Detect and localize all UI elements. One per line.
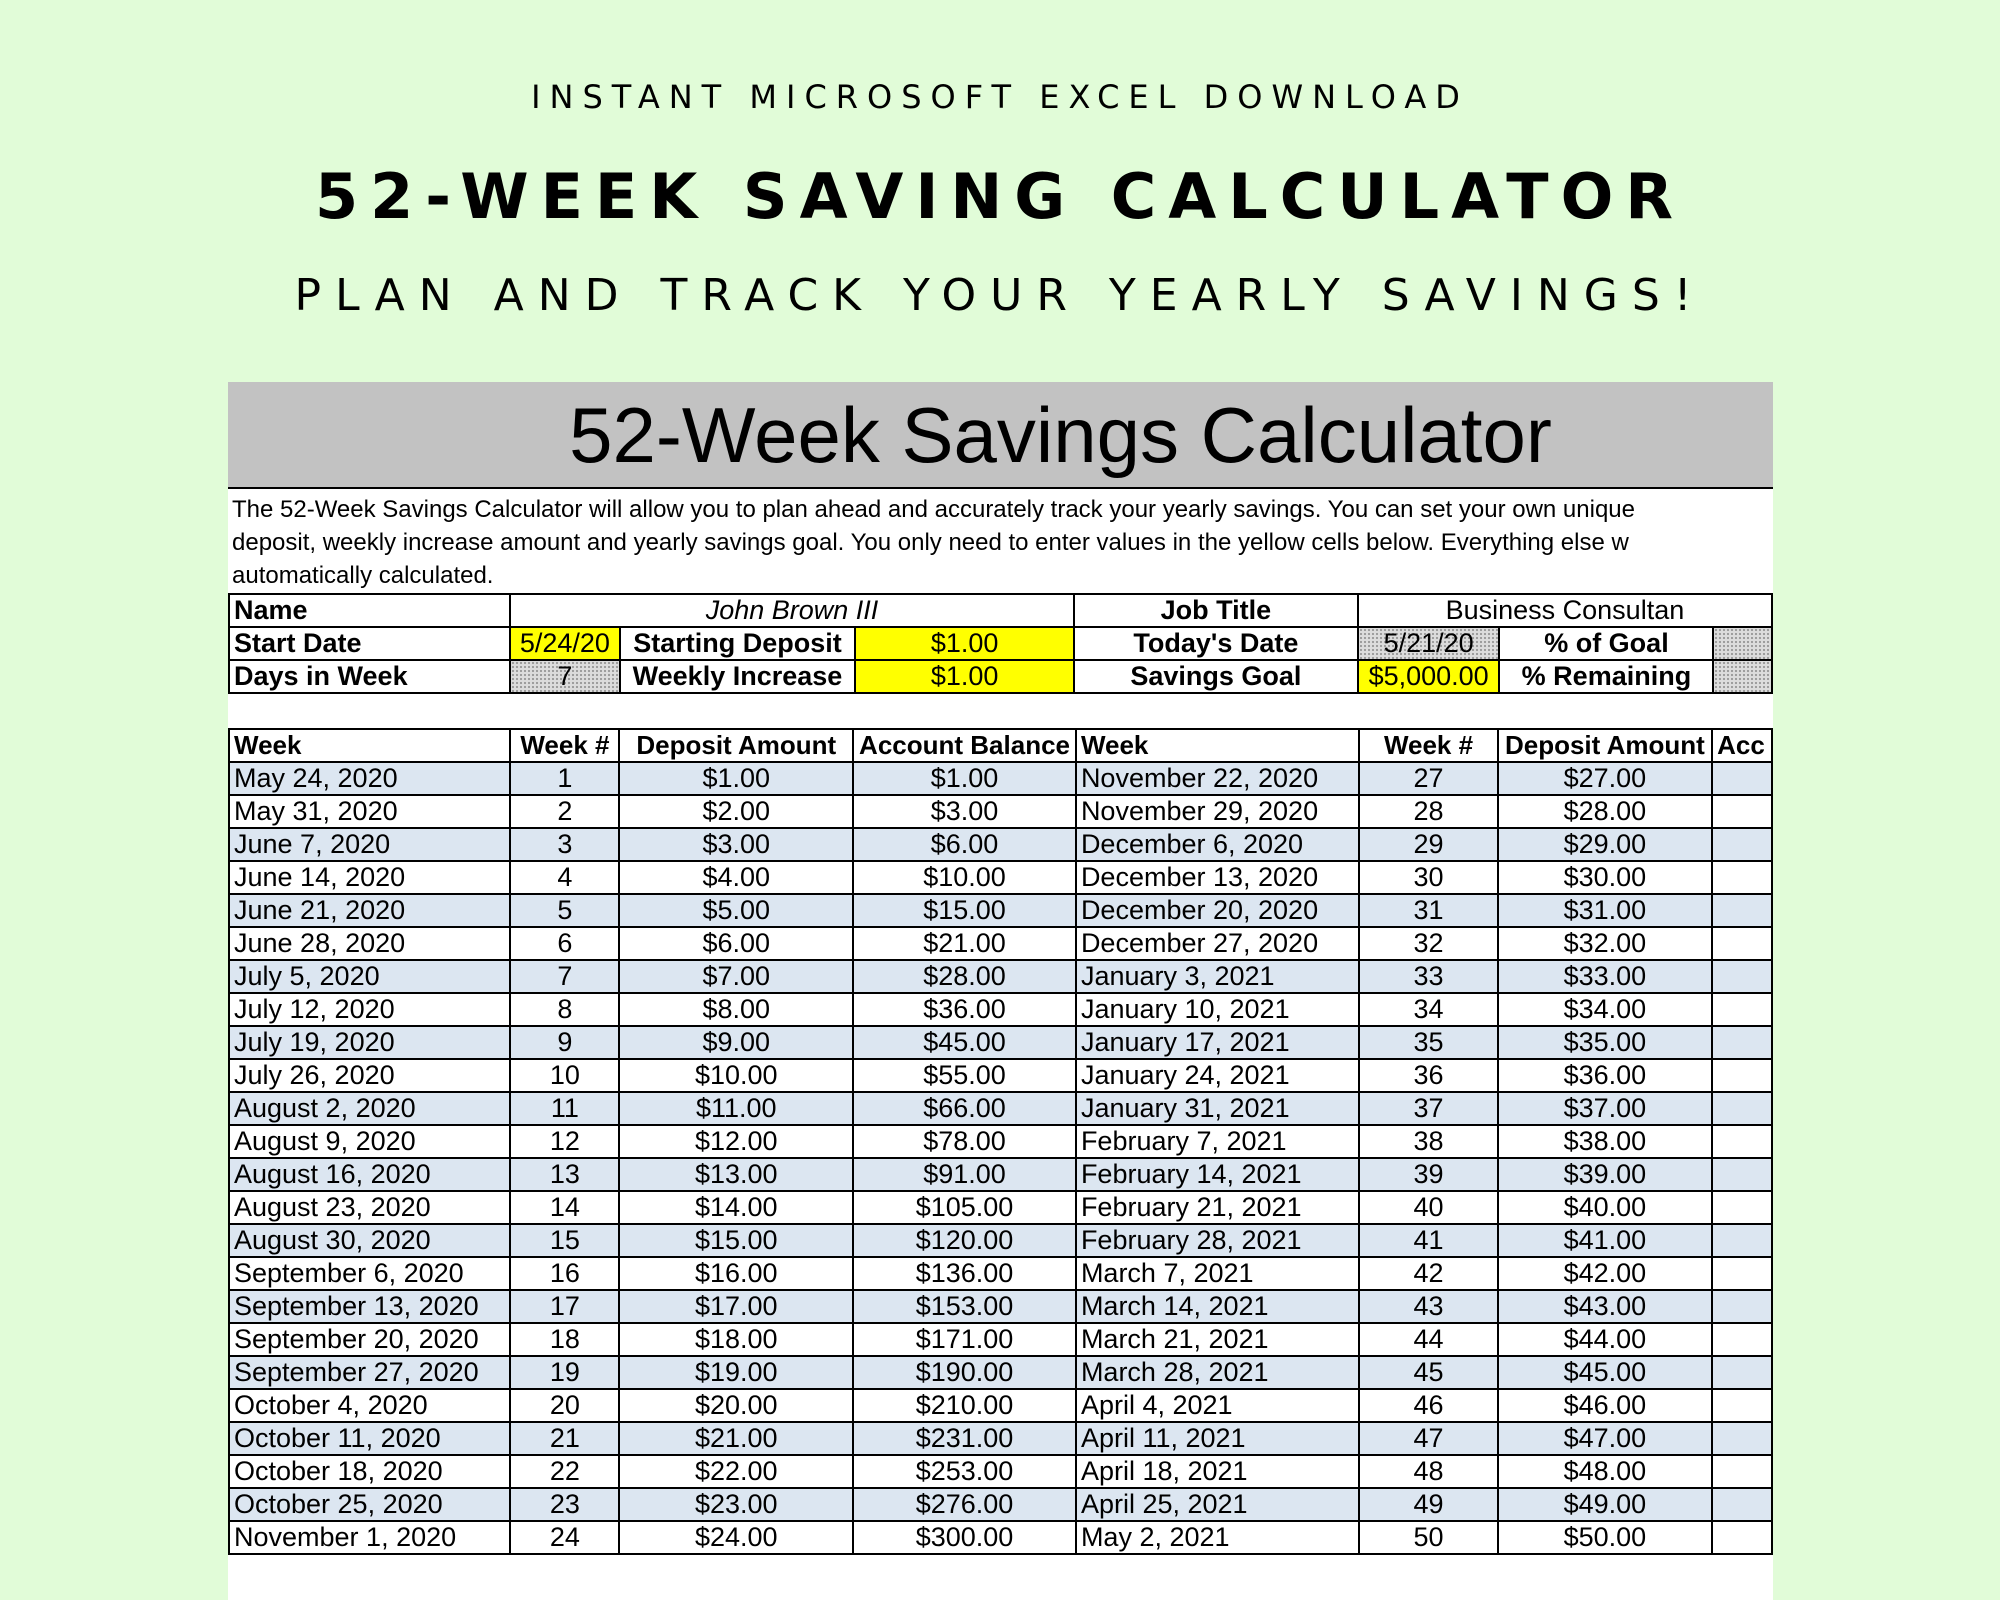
table-cell: June 28, 2020 — [229, 927, 510, 960]
table-cell: $78.00 — [853, 1125, 1076, 1158]
table-cell: April 11, 2021 — [1076, 1422, 1359, 1455]
table-cell: $50.00 — [1498, 1521, 1713, 1554]
table-cell: 20 — [510, 1389, 619, 1422]
table-cell — [1712, 1092, 1772, 1125]
table-cell: $40.00 — [1498, 1191, 1713, 1224]
table-cell: $2.00 — [619, 795, 853, 828]
table-cell — [1712, 762, 1772, 795]
table-cell: $28.00 — [1498, 795, 1713, 828]
table-cell — [1712, 1125, 1772, 1158]
weeks-table — [228, 728, 1773, 1555]
table-cell: $18.00 — [619, 1323, 853, 1356]
table-cell: 49 — [1359, 1488, 1497, 1521]
table-cell — [1712, 1224, 1772, 1257]
table-cell: April 4, 2021 — [1076, 1389, 1359, 1422]
table-cell: February 28, 2021 — [1076, 1224, 1359, 1257]
table-cell: $55.00 — [853, 1059, 1076, 1092]
table-cell: $3.00 — [853, 795, 1076, 828]
table-row — [229, 1092, 1772, 1125]
spreadsheet-preview — [228, 382, 1773, 1600]
table-row — [229, 1059, 1772, 1092]
table-cell: 9 — [510, 1026, 619, 1059]
table-cell: 46 — [1359, 1389, 1497, 1422]
table-cell: $38.00 — [1498, 1125, 1713, 1158]
table-cell: 4 — [510, 861, 619, 894]
table-row — [229, 861, 1772, 894]
table-row — [229, 762, 1772, 795]
table-cell: $27.00 — [1498, 762, 1713, 795]
table-cell: June 21, 2020 — [229, 894, 510, 927]
table-row — [229, 1323, 1772, 1356]
table-row — [229, 894, 1772, 927]
table-cell: $17.00 — [619, 1290, 853, 1323]
table-cell: 47 — [1359, 1422, 1497, 1455]
table-row — [229, 1488, 1772, 1521]
table-cell: 12 — [510, 1125, 619, 1158]
table-cell: January 3, 2021 — [1076, 960, 1359, 993]
table-cell — [1712, 1026, 1772, 1059]
table-cell: 32 — [1359, 927, 1497, 960]
table-cell: $6.00 — [853, 828, 1076, 861]
table-cell: $49.00 — [1498, 1488, 1713, 1521]
table-row — [229, 795, 1772, 828]
start-date-value[interactable]: 5/24/20 — [510, 627, 620, 660]
table-cell — [1712, 927, 1772, 960]
table-cell: February 7, 2021 — [1076, 1125, 1359, 1158]
todays-date-label: Today's Date — [1074, 627, 1358, 660]
column-header: Deposit Amount — [1498, 729, 1713, 762]
table-cell: May 31, 2020 — [229, 795, 510, 828]
table-cell: $171.00 — [853, 1323, 1076, 1356]
table-cell — [1712, 1257, 1772, 1290]
table-cell — [1712, 993, 1772, 1026]
table-cell: 35 — [1359, 1026, 1497, 1059]
table-cell: 42 — [1359, 1257, 1497, 1290]
table-cell: 11 — [510, 1092, 619, 1125]
table-cell: 44 — [1359, 1323, 1497, 1356]
table-cell: $31.00 — [1498, 894, 1713, 927]
table-cell: $300.00 — [853, 1521, 1076, 1554]
table-cell: August 9, 2020 — [229, 1125, 510, 1158]
table-cell: $5.00 — [619, 894, 853, 927]
table-row — [229, 960, 1772, 993]
table-cell: 18 — [510, 1323, 619, 1356]
table-cell: August 16, 2020 — [229, 1158, 510, 1191]
table-cell: $37.00 — [1498, 1092, 1713, 1125]
table-cell: July 19, 2020 — [229, 1026, 510, 1059]
table-cell: $39.00 — [1498, 1158, 1713, 1191]
table-row — [229, 1158, 1772, 1191]
table-cell: $105.00 — [853, 1191, 1076, 1224]
table-row — [229, 927, 1772, 960]
table-cell — [1712, 1323, 1772, 1356]
table-cell — [1712, 1191, 1772, 1224]
table-cell: $30.00 — [1498, 861, 1713, 894]
table-cell: January 10, 2021 — [1076, 993, 1359, 1026]
table-cell: $7.00 — [619, 960, 853, 993]
table-cell: 45 — [1359, 1356, 1497, 1389]
table-cell: December 13, 2020 — [1076, 861, 1359, 894]
table-cell — [1712, 894, 1772, 927]
table-cell: 30 — [1359, 861, 1497, 894]
table-row — [229, 993, 1772, 1026]
table-row — [229, 1521, 1772, 1554]
table-row — [229, 1455, 1772, 1488]
column-header: Week # — [510, 729, 619, 762]
todays-date-value: 5/21/20 — [1358, 627, 1500, 660]
table-row — [229, 1191, 1772, 1224]
table-cell: November 29, 2020 — [1076, 795, 1359, 828]
table-cell: May 24, 2020 — [229, 762, 510, 795]
description-line: deposit, weekly increase amount and yearly savings goal. You only need to enter values in the yellow cells below. Everything else w — [232, 529, 1629, 556]
table-cell: $210.00 — [853, 1389, 1076, 1422]
table-row — [229, 1356, 1772, 1389]
column-header: Week — [229, 729, 510, 762]
table-cell: $46.00 — [1498, 1389, 1713, 1422]
table-cell: 19 — [510, 1356, 619, 1389]
table-cell: September 6, 2020 — [229, 1257, 510, 1290]
promo-kicker: INSTANT MICROSOFT EXCEL DOWNLOAD — [531, 78, 1469, 116]
table-cell: $15.00 — [853, 894, 1076, 927]
table-cell: September 20, 2020 — [229, 1323, 510, 1356]
table-cell: July 12, 2020 — [229, 993, 510, 1026]
table-row — [229, 1257, 1772, 1290]
table-cell: $1.00 — [853, 762, 1076, 795]
table-cell: 31 — [1359, 894, 1497, 927]
table-cell: August 2, 2020 — [229, 1092, 510, 1125]
table-cell: $44.00 — [1498, 1323, 1713, 1356]
table-cell: $15.00 — [619, 1224, 853, 1257]
table-cell: March 7, 2021 — [1076, 1257, 1359, 1290]
table-cell: $24.00 — [619, 1521, 853, 1554]
table-cell: 24 — [510, 1521, 619, 1554]
table-cell: $12.00 — [619, 1125, 853, 1158]
table-cell: March 14, 2021 — [1076, 1290, 1359, 1323]
table-cell: 15 — [510, 1224, 619, 1257]
table-cell: $13.00 — [619, 1158, 853, 1191]
table-cell: August 23, 2020 — [229, 1191, 510, 1224]
table-cell — [1712, 1455, 1772, 1488]
sheet-title-bar — [228, 382, 1773, 489]
table-cell: July 5, 2020 — [229, 960, 510, 993]
table-cell: 21 — [510, 1422, 619, 1455]
table-cell: $23.00 — [619, 1488, 853, 1521]
table-row — [229, 1026, 1772, 1059]
table-cell: $34.00 — [1498, 993, 1713, 1026]
column-header: Acc — [1712, 729, 1772, 762]
weekly-increase-label: Weekly Increase — [620, 660, 856, 693]
table-cell: $45.00 — [1498, 1356, 1713, 1389]
description-line: The 52-Week Savings Calculator will allow you to plan ahead and accurately track your yearly savings. You can set your own unique — [232, 496, 1636, 523]
table-cell: $22.00 — [619, 1455, 853, 1488]
table-row — [229, 1224, 1772, 1257]
table-cell: 2 — [510, 795, 619, 828]
table-row — [229, 1422, 1772, 1455]
table-cell: 10 — [510, 1059, 619, 1092]
table-cell: $6.00 — [619, 927, 853, 960]
table-cell: 23 — [510, 1488, 619, 1521]
table-cell: $10.00 — [619, 1059, 853, 1092]
table-cell: $19.00 — [619, 1356, 853, 1389]
table-cell: $42.00 — [1498, 1257, 1713, 1290]
table-cell: 1 — [510, 762, 619, 795]
table-cell: $47.00 — [1498, 1422, 1713, 1455]
table-cell: 8 — [510, 993, 619, 1026]
pct-remaining-label: % Remaining — [1499, 660, 1713, 693]
table-cell: $48.00 — [1498, 1455, 1713, 1488]
starting-deposit-label: Starting Deposit — [620, 627, 856, 660]
table-cell: $11.00 — [619, 1092, 853, 1125]
table-cell: 37 — [1359, 1092, 1497, 1125]
days-in-week-label: Days in Week — [229, 660, 510, 693]
table-header-row — [229, 729, 1772, 762]
table-cell: $231.00 — [853, 1422, 1076, 1455]
table-cell: $33.00 — [1498, 960, 1713, 993]
table-cell: $45.00 — [853, 1026, 1076, 1059]
table-cell: 40 — [1359, 1191, 1497, 1224]
column-header: Week — [1076, 729, 1359, 762]
table-cell: $190.00 — [853, 1356, 1076, 1389]
table-cell: $120.00 — [853, 1224, 1076, 1257]
savings-goal-value[interactable]: $5,000.00 — [1358, 660, 1500, 693]
column-header: Week # — [1359, 729, 1497, 762]
table-cell: $36.00 — [1498, 1059, 1713, 1092]
job-title-value[interactable]: Business Consultan — [1358, 594, 1772, 627]
table-cell: October 4, 2020 — [229, 1389, 510, 1422]
table-cell: January 17, 2021 — [1076, 1026, 1359, 1059]
table-cell: 22 — [510, 1455, 619, 1488]
promo-tagline: PLAN AND TRACK YOUR YEARLY SAVINGS! — [294, 270, 1706, 321]
table-cell: $3.00 — [619, 828, 853, 861]
description-line: automatically calculated. — [232, 562, 494, 589]
name-label: Name — [229, 594, 510, 627]
table-cell: November 22, 2020 — [1076, 762, 1359, 795]
table-cell — [1712, 1356, 1772, 1389]
table-cell: $9.00 — [619, 1026, 853, 1059]
table-cell: $14.00 — [619, 1191, 853, 1224]
table-cell: 27 — [1359, 762, 1497, 795]
starting-deposit-value[interactable]: $1.00 — [855, 627, 1074, 660]
table-cell: $4.00 — [619, 861, 853, 894]
table-cell: 48 — [1359, 1455, 1497, 1488]
table-row — [229, 1389, 1772, 1422]
table-cell: $21.00 — [853, 927, 1076, 960]
savings-goal-label: Savings Goal — [1074, 660, 1358, 693]
table-cell: 41 — [1359, 1224, 1497, 1257]
days-in-week-value: 7 — [510, 660, 620, 693]
table-cell: March 21, 2021 — [1076, 1323, 1359, 1356]
job-title-label: Job Title — [1074, 594, 1358, 627]
table-cell: September 27, 2020 — [229, 1356, 510, 1389]
table-cell: 6 — [510, 927, 619, 960]
table-cell: $36.00 — [853, 993, 1076, 1026]
table-row — [229, 828, 1772, 861]
table-cell — [1712, 861, 1772, 894]
table-cell: 33 — [1359, 960, 1497, 993]
table-cell: $91.00 — [853, 1158, 1076, 1191]
promo-headline: 52-WEEK SAVING CALCULATOR — [314, 160, 1686, 233]
table-cell — [1712, 795, 1772, 828]
table-cell — [1712, 1422, 1772, 1455]
table-cell: April 18, 2021 — [1076, 1455, 1359, 1488]
column-header: Account Balance — [853, 729, 1076, 762]
sheet-description — [228, 489, 1773, 593]
table-cell: October 18, 2020 — [229, 1455, 510, 1488]
table-cell: $29.00 — [1498, 828, 1713, 861]
table-cell: $153.00 — [853, 1290, 1076, 1323]
table-cell: $35.00 — [1498, 1026, 1713, 1059]
table-cell: 14 — [510, 1191, 619, 1224]
table-cell: February 14, 2021 — [1076, 1158, 1359, 1191]
table-cell — [1712, 1059, 1772, 1092]
pct-remaining-value — [1713, 660, 1772, 693]
table-cell: 3 — [510, 828, 619, 861]
table-cell — [1712, 1521, 1772, 1554]
table-cell — [1712, 828, 1772, 861]
info-table — [228, 593, 1773, 694]
column-header: Deposit Amount — [619, 729, 853, 762]
weekly-increase-value[interactable]: $1.00 — [855, 660, 1074, 693]
table-cell: $1.00 — [619, 762, 853, 795]
table-cell: $136.00 — [853, 1257, 1076, 1290]
table-row — [229, 1290, 1772, 1323]
table-cell: 50 — [1359, 1521, 1497, 1554]
table-cell: 5 — [510, 894, 619, 927]
table-cell: February 21, 2021 — [1076, 1191, 1359, 1224]
table-cell: $32.00 — [1498, 927, 1713, 960]
table-cell: $10.00 — [853, 861, 1076, 894]
table-cell: $253.00 — [853, 1455, 1076, 1488]
table-cell: $21.00 — [619, 1422, 853, 1455]
table-cell: May 2, 2021 — [1076, 1521, 1359, 1554]
table-cell: 7 — [510, 960, 619, 993]
table-cell — [1712, 1488, 1772, 1521]
table-cell: 34 — [1359, 993, 1497, 1026]
table-cell: December 20, 2020 — [1076, 894, 1359, 927]
table-cell: 13 — [510, 1158, 619, 1191]
table-cell: 16 — [510, 1257, 619, 1290]
table-cell: 38 — [1359, 1125, 1497, 1158]
pct-goal-value — [1713, 627, 1772, 660]
table-cell: January 31, 2021 — [1076, 1092, 1359, 1125]
table-cell: 43 — [1359, 1290, 1497, 1323]
table-cell: $16.00 — [619, 1257, 853, 1290]
table-cell — [1712, 960, 1772, 993]
table-cell: October 11, 2020 — [229, 1422, 510, 1455]
table-cell: 39 — [1359, 1158, 1497, 1191]
table-cell: $276.00 — [853, 1488, 1076, 1521]
table-cell: 28 — [1359, 795, 1497, 828]
table-cell: March 28, 2021 — [1076, 1356, 1359, 1389]
table-cell — [1712, 1158, 1772, 1191]
table-cell — [1712, 1389, 1772, 1422]
table-cell: 17 — [510, 1290, 619, 1323]
table-cell: December 27, 2020 — [1076, 927, 1359, 960]
table-cell: $28.00 — [853, 960, 1076, 993]
table-cell: September 13, 2020 — [229, 1290, 510, 1323]
sheet-title: 52-Week Savings Calculator — [569, 391, 1552, 479]
table-cell: April 25, 2021 — [1076, 1488, 1359, 1521]
table-row — [229, 1125, 1772, 1158]
table-cell: $43.00 — [1498, 1290, 1713, 1323]
table-cell: December 6, 2020 — [1076, 828, 1359, 861]
table-cell: $41.00 — [1498, 1224, 1713, 1257]
table-cell: 29 — [1359, 828, 1497, 861]
pct-goal-label: % of Goal — [1499, 627, 1713, 660]
table-cell: June 14, 2020 — [229, 861, 510, 894]
table-cell: $66.00 — [853, 1092, 1076, 1125]
table-cell — [1712, 1290, 1772, 1323]
table-cell: June 7, 2020 — [229, 828, 510, 861]
table-cell: October 25, 2020 — [229, 1488, 510, 1521]
table-cell: July 26, 2020 — [229, 1059, 510, 1092]
start-date-label: Start Date — [229, 627, 510, 660]
table-cell: November 1, 2020 — [229, 1521, 510, 1554]
name-value[interactable]: John Brown III — [510, 594, 1074, 627]
table-cell: January 24, 2021 — [1076, 1059, 1359, 1092]
table-cell: August 30, 2020 — [229, 1224, 510, 1257]
table-cell: $8.00 — [619, 993, 853, 1026]
table-cell: 36 — [1359, 1059, 1497, 1092]
table-cell: $20.00 — [619, 1389, 853, 1422]
